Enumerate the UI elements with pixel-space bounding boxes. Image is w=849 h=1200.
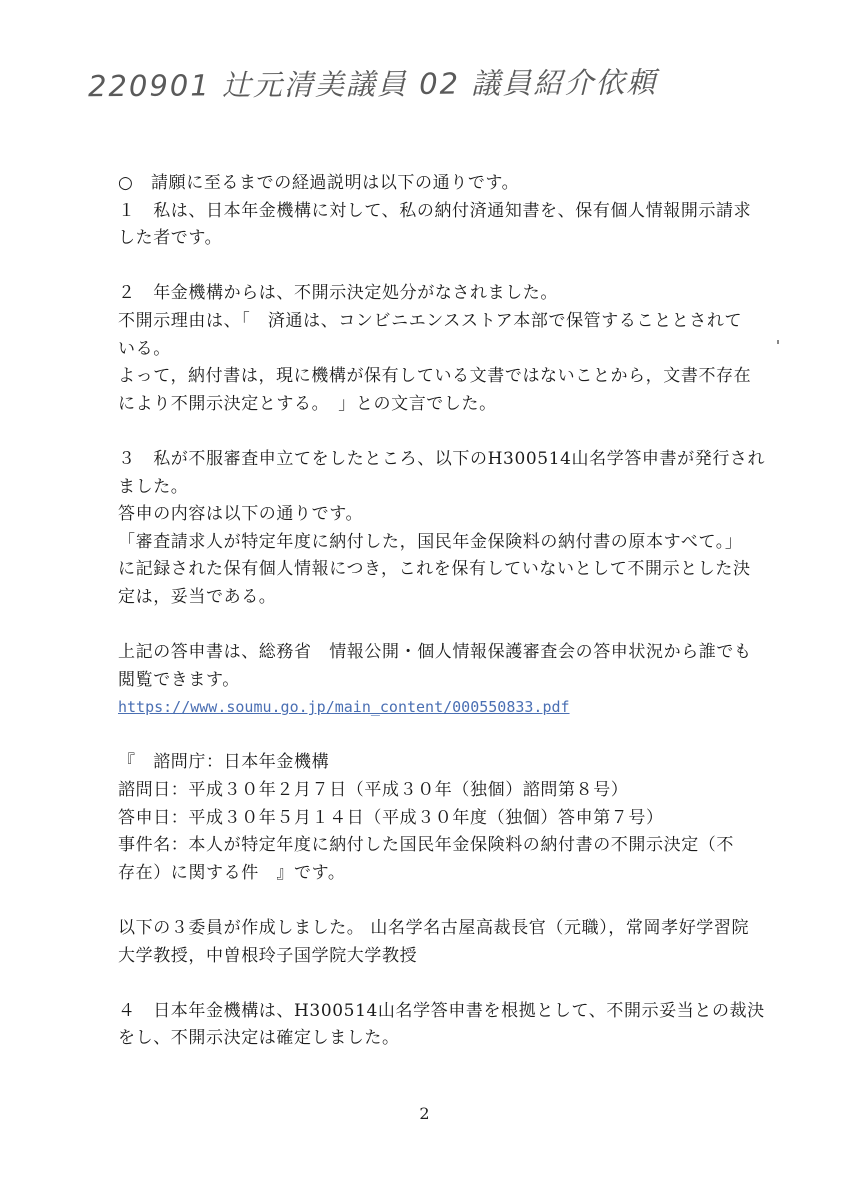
text-line: 以下の３委員が作成しました。 山名学名古屋高裁長官（元職），常岡孝好学習院 <box>118 918 750 939</box>
text-line: ３ 私が不服審査申立てをしたところ、以下のH300514山名学答申書が発行され <box>118 448 766 469</box>
text-line: ２ 年金機構からは、不開示決定処分がなされました。 <box>118 283 558 304</box>
text-line: いる。 <box>118 338 171 359</box>
text-line: した者です。 <box>118 228 223 249</box>
soumu-pdf-link[interactable]: https://www.soumu.go.jp/main_content/000550833.pdf <box>118 698 570 717</box>
text-line: に記録された保有個人情報につき，これを保有していないとして不開示とした決 <box>118 559 751 580</box>
line-url <box>118 694 798 722</box>
text-line: 上記の答申書は、総務省 情報公開・個人情報保護審査会の答申状況から誰でも <box>118 642 752 663</box>
text-line: 答申日：平成３０年５月１４日（平成３０年度（独個）答申第７号） <box>118 807 664 828</box>
text-line: ○ 請願に至るまでの経過説明は以下の通りです。 <box>118 173 520 193</box>
blank-line <box>118 612 798 640</box>
text-line: ました。 <box>118 476 189 497</box>
text-line: 閲覧できます。 <box>118 669 240 690</box>
text-line: 大学教授，中曽根玲子国学院大学教授 <box>118 945 418 966</box>
blank-line <box>118 722 798 750</box>
text-line: 答申の内容は以下の通りです。 <box>118 504 364 525</box>
text-line: により不開示決定とする。 」との文言でした。 <box>118 393 497 414</box>
text-line: １ 私は、日本年金機構に対して、私の納付済通知書を、保有個人情報開示請求 <box>118 200 752 221</box>
text-line: 事件名：本人が特定年度に納付した国民年金保険料の納付書の不開示決定（不 <box>118 835 734 856</box>
text-line: 定は，妥当である。 <box>118 586 277 607</box>
scan-speck <box>777 340 779 344</box>
text-line: 不開示理由は、「 済通は、コンビニエンスストア本部で保管することとされて <box>118 310 743 331</box>
text-line: 存在）に関する件 』です。 <box>118 862 346 883</box>
text-line: よって，納付書は，現に機構が保有している文書ではないことから，文書不存在 <box>118 366 752 387</box>
handwritten-note: 220901 辻元清美議員 02 議員紹介依頼 <box>87 65 658 104</box>
page-number: 2 <box>419 1104 430 1123</box>
blank-line <box>118 418 798 446</box>
document-body <box>118 170 798 1053</box>
text-line: をし、不開示決定は確定しました。 <box>118 1028 400 1049</box>
text-line: ４ 日本年金機構は、H300514山名学答申書を根拠として、不開示妥当との裁決 <box>118 1000 765 1021</box>
text-line: 『 諮問庁：日本年金機構 <box>118 752 330 773</box>
text-line: 諮問日：平成３０年２月７日（平成３０年（独個）諮問第８号） <box>118 780 629 801</box>
text-line: 「審査請求人が特定年度に納付した，国民年金保険料の納付書の原本すべて。」 <box>118 531 743 552</box>
blank-line <box>118 887 798 915</box>
blank-line <box>118 970 798 998</box>
blank-line <box>118 253 798 281</box>
